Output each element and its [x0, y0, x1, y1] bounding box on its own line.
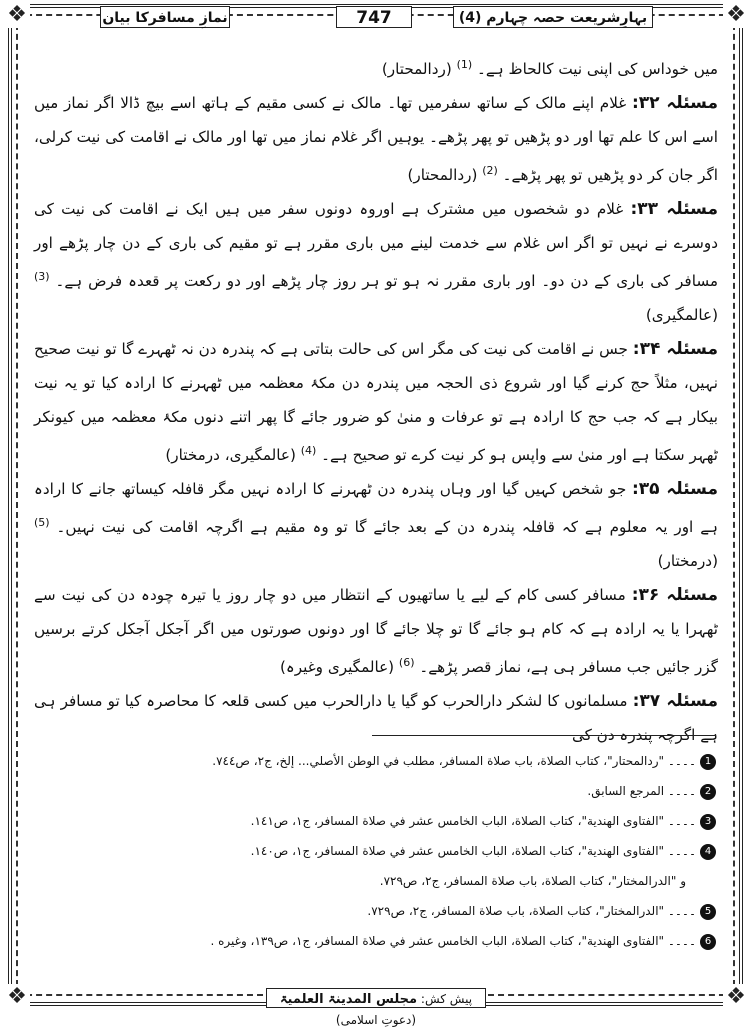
- footnote-number: 4: [700, 844, 716, 860]
- footnotes: [40, 748, 716, 958]
- footnote-ref: (4): [300, 444, 317, 458]
- masala-heading: مسئلہ ۳۴:: [632, 339, 718, 360]
- masala-text: غلام دو شخصوں میں مشترک ہے اوروہ دونوں سفر میں ہیں ایک نے اقامت کی نیت کی دوسرے نے نہیں تو اگر اس غلام سے خدمت لینے میں باری مقرر ہے تو مقیم کی باری کے دن چار پڑھے اور مسافر کی باری کے دن دو۔ اور باری مقرر نہ ہو تو ہر روز چار پڑھے اور دو رکعت پر قعدہ فرض ہے۔: [34, 200, 719, 291]
- corner-ornament-icon: ❖: [723, 984, 749, 1010]
- footnote-continuation: و "الدرالمختار"، كتاب الصلاة، باب صلاة المسافر، ج٢، ص٧٢٩.: [379, 874, 686, 888]
- footnote-divider: [372, 735, 716, 736]
- masala-text: مسلمانوں کا لشکر دارالحرب کو گیا یا دارالحرب میں کسی قلعہ کا محاصرہ کیا تو مسافر ہی ہے اگرچہ پندرہ دن کی: [34, 692, 718, 745]
- footnote-ref: (1): [456, 58, 473, 71]
- masala-34: [34, 332, 718, 472]
- footnote-number: 1: [700, 754, 716, 770]
- corner-ornament-icon: ❖: [723, 2, 749, 28]
- publisher-name: مجلس المدینۃ العلمیۃ: [279, 992, 418, 1007]
- masala-heading: مسئلہ ۳۲:: [631, 93, 718, 114]
- publisher-footer: [266, 988, 486, 1027]
- footnote-ref: (3): [34, 270, 50, 284]
- book-title: بہارِشریعت حصہ چہارم (4): [453, 6, 653, 28]
- footnote: 1۔۔۔۔ "ردالمحتار"، كتاب الصلاة، باب صلاة المسافر، مطلب في الوطن الأصلي... إلخ، ج٢، ص٧٤٤.: [40, 748, 716, 778]
- masala-heading: مسئلہ ۳۷:: [632, 691, 718, 712]
- masala-32: [34, 86, 718, 192]
- footnote: 6۔۔۔۔ "الفتاوى الهندية"، كتاب الصلاة، الباب الخامس عشر في صلاة المسافر، ج١، ص١٣٩، وغيره .: [40, 928, 716, 958]
- publisher-org: (دعوتِ اسلامی): [335, 1013, 417, 1027]
- masala-33: [34, 192, 718, 332]
- masala-heading: مسئلہ ۳۳:: [630, 199, 719, 220]
- paragraph-intro: میں خوداس کی اپنی نیت کالحاظ ہے۔ $^{(1)}$ (ردالمحتار): [381, 58, 718, 79]
- masala-text: مسافر کسی کام کے لیے یا ساتھیوں کے انتظار میں دو چار روز یا تیرہ چودہ دن کی نیت سے ٹھہرا یا یہ ارادہ ہے کہ کام ہو جائے گا تو چلا جائے گا اور دونوں صورتوں میں اگر آجکل آجکل کرتے برسیں گزر جائیں جب مسافر ہی ہے، نماز قصر پڑھے۔: [34, 586, 718, 677]
- footer-prefix: پیش کش:: [420, 992, 473, 1006]
- source-citation: (ردالمحتار): [381, 60, 452, 79]
- footnote: 5۔۔۔۔ "الدرالمختار"، كتاب الصلاة، باب صلاة المسافر، ج٢، ص٧٢٩.: [40, 898, 716, 928]
- source-citation: (درمختار): [657, 552, 718, 571]
- masala-heading: مسئلہ ۳۵:: [631, 479, 718, 500]
- masala-text: جس نے اقامت کی نیت کی مگر اس کی حالت بتاتی ہے کہ پندرہ دن نہ ٹھہرے گا تو نیت صحیح نہیں، مثلاً حج کرنے گیا اور شروع ذی الحجہ میں پندرہ دن مکۂ معظمہ میں ٹھہرنے کا ارادہ کیا تو یہ نیت بیکار ہے کہ جب حج کا ارادہ ہے تو عرفات و منیٰ کو ضرور جائے گا پھر اتنے دنوں مکۂ معظمہ میں کیونکر ٹھہر سکتا ہے اور منیٰ سے واپس ہو کر نیت کرے تو صحیح ہے۔: [34, 340, 718, 465]
- masala-37: [34, 684, 718, 752]
- source-citation: (عالمگیری وغیرہ): [279, 658, 395, 677]
- main-text: [34, 48, 719, 745]
- source-citation: (ردالمحتار): [407, 166, 478, 185]
- footnote-ref: (6): [398, 656, 415, 670]
- masala-35: [34, 472, 718, 578]
- source-citation: (عالمگیری): [645, 306, 718, 325]
- footnote: 3۔۔۔۔ "الفتاوى الهندية"، كتاب الصلاة، الباب الخامس عشر في صلاة المسافر، ج١، ص١٤١.: [40, 808, 716, 838]
- footnote-number: 6: [700, 934, 716, 950]
- chapter-title: نمازِ مسافرکا بیان: [100, 6, 230, 28]
- source-citation: (عالمگیری، درمختار): [165, 446, 296, 465]
- masala-heading: مسئلہ ۳۶:: [631, 585, 718, 606]
- footnote-number: 5: [700, 904, 716, 920]
- footnote: 4۔۔۔۔ "الفتاوى الهندية"، كتاب الصلاة، الباب الخامس عشر في صلاة المسافر، ج١، ص١٤٠.: [40, 838, 716, 868]
- masala-36: [34, 578, 718, 684]
- footnote-number: 2: [700, 784, 716, 800]
- masala-text: غلام اپنے مالک کے ساتھ سفرمیں تھا۔ مالک نے کسی مقیم کے ہاتھ اسے بیچ ڈالا اگر نماز میں اسے اس کا علم تھا اور دو پڑھیں تو پھر پڑھے۔ یوہیں اگر غلام نماز میں تھا اور مالک نے اقامت کی نیت کرلی، اگر جان کر دو پڑھیں تو پھر پڑھے۔: [34, 94, 718, 185]
- corner-ornament-icon: ❖: [4, 2, 30, 28]
- page-header: [100, 6, 653, 30]
- page-number: 747: [336, 6, 412, 28]
- footnote: 2۔۔۔۔ المرجع السابق.: [40, 778, 716, 808]
- footnote-number: 3: [700, 814, 716, 830]
- footnote-ref: (2): [482, 164, 498, 178]
- masala-text: جو شخص کہیں گیا اور وہاں پندرہ دن ٹھہرنے کا ارادہ نہیں مگر قافلہ کیساتھ جانے کا ارادہ ہے اور یہ معلوم ہے کہ قافلہ پندرہ دن کے بعد جائے گا تو وہ مقیم ہے اگرچہ اقامت کی نیت نہیں۔: [34, 480, 718, 537]
- corner-ornament-icon: ❖: [4, 984, 30, 1010]
- footnote-ref: (5): [34, 516, 50, 530]
